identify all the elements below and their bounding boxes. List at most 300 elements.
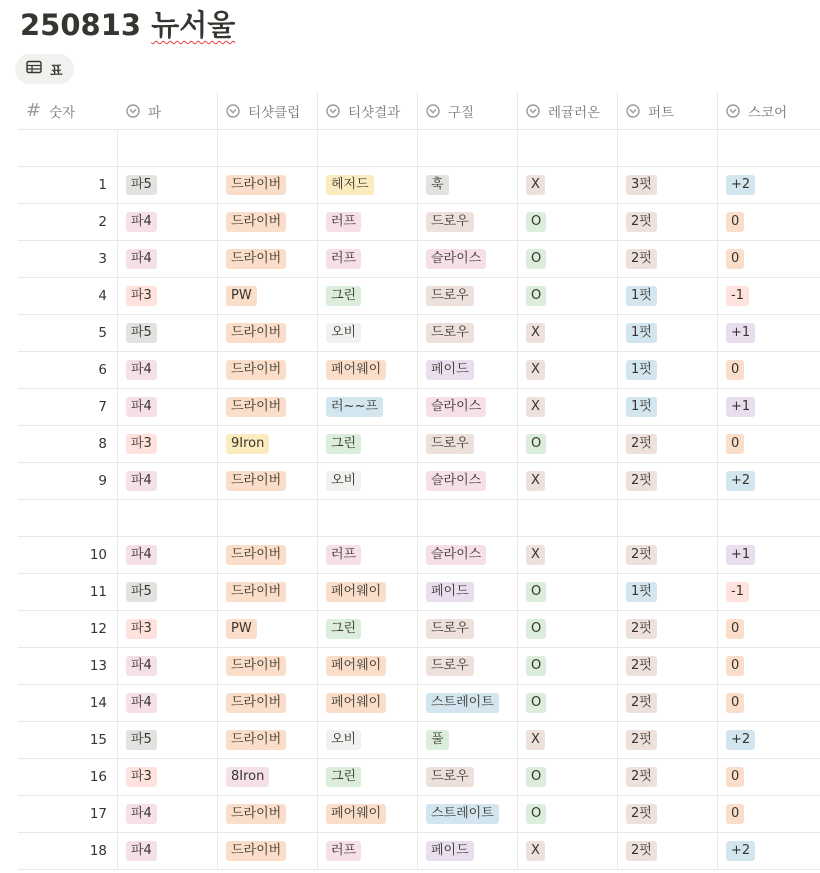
table-row[interactable] (18, 463, 820, 500)
page-title-text: 뉴서울 (151, 8, 236, 42)
select-tag: 훅 (426, 175, 449, 195)
cell-putt[interactable] (618, 722, 718, 758)
hole-number: 17 (89, 806, 107, 822)
cell-club[interactable] (218, 352, 318, 388)
hole-number: 18 (89, 843, 107, 859)
cell-gir[interactable] (518, 574, 618, 610)
cell-score[interactable] (718, 426, 818, 462)
cell-result[interactable] (318, 796, 418, 832)
select-tag: O (526, 434, 546, 454)
cell-shape[interactable] (418, 463, 518, 499)
hole-number: 12 (89, 621, 107, 637)
cell-par[interactable] (118, 204, 218, 240)
column-header[interactable] (718, 92, 818, 129)
cell-club[interactable] (218, 722, 318, 758)
cell-score[interactable] (718, 500, 818, 536)
select-tag: 0 (726, 656, 744, 676)
cell-par[interactable] (118, 500, 218, 536)
select-tag: 2펏 (626, 471, 657, 491)
select-tag: 풀 (426, 730, 449, 750)
select-tag: 파4 (126, 693, 157, 713)
select-tag: X (526, 323, 545, 343)
column-header[interactable] (18, 92, 118, 129)
page-title[interactable] (20, 6, 235, 44)
cell-gir[interactable] (518, 130, 618, 166)
cell-putt[interactable] (618, 796, 718, 832)
cell-club[interactable] (218, 574, 318, 610)
cell-score[interactable] (718, 167, 818, 203)
cell-club[interactable] (218, 426, 318, 462)
select-tag: 파4 (126, 249, 157, 269)
column-header[interactable] (618, 92, 718, 129)
cell-result[interactable] (318, 537, 418, 573)
table-body (18, 130, 820, 870)
select-tag: 9Iron (226, 434, 269, 454)
table-row[interactable] (18, 574, 820, 611)
cell-par[interactable] (118, 722, 218, 758)
cell-shape[interactable] (418, 167, 518, 203)
cell-putt[interactable] (618, 537, 718, 573)
cell-par[interactable] (118, 315, 218, 351)
select-tag: 드로우 (426, 619, 474, 639)
select-tag: X (526, 730, 545, 750)
cell-score[interactable] (718, 463, 818, 499)
cell-hole-number[interactable] (18, 574, 118, 610)
cell-score[interactable] (718, 759, 818, 795)
cell-club[interactable] (218, 759, 318, 795)
select-tag: 러프 (326, 212, 361, 232)
cell-gir[interactable] (518, 722, 618, 758)
select-tag: 그린 (326, 619, 361, 639)
cell-result[interactable] (318, 352, 418, 388)
cell-score[interactable] (718, 574, 818, 610)
page-title-number: 250813 (20, 8, 142, 42)
select-tag: 드라이버 (226, 360, 286, 380)
cell-result[interactable] (318, 500, 418, 536)
table-header-row (18, 92, 820, 130)
select-tag: 파3 (126, 619, 157, 639)
select-tag: 2펏 (626, 693, 657, 713)
cell-par[interactable] (118, 352, 218, 388)
cell-score[interactable] (718, 352, 818, 388)
select-tag: 파4 (126, 841, 157, 861)
column-header-label: 퍼트 (648, 104, 675, 121)
select-tag: X (526, 471, 545, 491)
select-tag: X (526, 545, 545, 565)
select-tag: 페어웨이 (326, 360, 386, 380)
select-tag: 페어웨이 (326, 656, 386, 676)
hole-number: 2 (98, 214, 107, 230)
cell-shape[interactable] (418, 648, 518, 684)
cell-score[interactable] (718, 130, 818, 166)
cell-gir[interactable] (518, 759, 618, 795)
cell-result[interactable] (318, 463, 418, 499)
cell-gir[interactable] (518, 463, 618, 499)
select-tag: 드로우 (426, 286, 474, 306)
select-tag: O (526, 249, 546, 269)
select-tag: 오비 (326, 471, 361, 491)
cell-shape[interactable] (418, 722, 518, 758)
select-tag: 페이드 (426, 841, 474, 861)
cell-putt[interactable] (618, 463, 718, 499)
cell-club[interactable] (218, 167, 318, 203)
select-tag: +2 (726, 471, 755, 491)
cell-club[interactable] (218, 315, 318, 351)
cell-par[interactable] (118, 537, 218, 573)
table-icon (26, 60, 42, 78)
select-tag: 0 (726, 434, 744, 454)
select-tag: 드로우 (426, 434, 474, 454)
cell-club[interactable] (218, 537, 318, 573)
cell-par[interactable] (118, 167, 218, 203)
cell-score[interactable] (718, 278, 818, 314)
cell-putt[interactable] (618, 759, 718, 795)
select-tag: 0 (726, 619, 744, 639)
cell-gir[interactable] (518, 500, 618, 536)
cell-par[interactable] (118, 574, 218, 610)
cell-shape[interactable] (418, 537, 518, 573)
cell-club[interactable] (218, 130, 318, 166)
column-header[interactable] (318, 92, 418, 129)
select-tag: 0 (726, 212, 744, 232)
cell-hole-number[interactable] (18, 500, 118, 536)
cell-gir[interactable] (518, 315, 618, 351)
cell-par[interactable] (118, 278, 218, 314)
table-row[interactable] (18, 722, 820, 759)
column-header[interactable] (518, 92, 618, 129)
cell-gir[interactable] (518, 611, 618, 647)
cell-hole-number[interactable] (18, 315, 118, 351)
cell-hole-number[interactable] (18, 130, 118, 166)
select-tag: 파4 (126, 545, 157, 565)
cell-par[interactable] (118, 796, 218, 832)
select-tag: X (526, 360, 545, 380)
cell-club[interactable] (218, 685, 318, 721)
cell-shape[interactable] (418, 759, 518, 795)
cell-shape[interactable] (418, 278, 518, 314)
cell-hole-number[interactable] (18, 648, 118, 684)
cell-result[interactable] (318, 167, 418, 203)
cell-par[interactable] (118, 241, 218, 277)
cell-par[interactable] (118, 389, 218, 425)
cell-gir[interactable] (518, 352, 618, 388)
select-tag: O (526, 619, 546, 639)
select-tag: -1 (726, 286, 749, 306)
select-tag: 0 (726, 693, 744, 713)
cell-putt[interactable] (618, 833, 718, 869)
select-tag: 드로우 (426, 767, 474, 787)
cell-par[interactable] (118, 685, 218, 721)
select-tag: +2 (726, 175, 755, 195)
cell-result[interactable] (318, 426, 418, 462)
select-tag: 페이드 (426, 582, 474, 602)
column-header[interactable] (118, 92, 218, 129)
table-row[interactable] (18, 833, 820, 870)
column-header[interactable] (418, 92, 518, 129)
cell-shape[interactable] (418, 796, 518, 832)
cell-hole-number[interactable] (18, 685, 118, 721)
cell-hole-number[interactable] (18, 204, 118, 240)
select-tag: 드라이버 (226, 656, 286, 676)
select-tag: 파4 (126, 804, 157, 824)
table-row[interactable] (18, 426, 820, 463)
select-tag: 8Iron (226, 767, 269, 787)
select-tag: 2펏 (626, 619, 657, 639)
cell-club[interactable] (218, 204, 318, 240)
table-row[interactable] (18, 685, 820, 722)
cell-putt[interactable] (618, 278, 718, 314)
cell-hole-number[interactable] (18, 278, 118, 314)
cell-putt[interactable] (618, 611, 718, 647)
column-header-label: 구질 (448, 104, 475, 121)
cell-result[interactable] (318, 722, 418, 758)
cell-hole-number[interactable] (18, 833, 118, 869)
select-tag: 1펏 (626, 397, 657, 417)
cell-score[interactable] (718, 315, 818, 351)
cell-club[interactable] (218, 241, 318, 277)
cell-hole-number[interactable] (18, 241, 118, 277)
column-header-label: 파 (148, 104, 162, 121)
table-row[interactable] (18, 278, 820, 315)
select-tag: 파4 (126, 212, 157, 232)
cell-club[interactable] (218, 278, 318, 314)
table-row[interactable] (18, 537, 820, 574)
cell-club[interactable] (218, 611, 318, 647)
cell-hole-number[interactable] (18, 167, 118, 203)
cell-putt[interactable] (618, 685, 718, 721)
cell-par[interactable] (118, 130, 218, 166)
cell-hole-number[interactable] (18, 611, 118, 647)
cell-gir[interactable] (518, 537, 618, 573)
table-row[interactable] (18, 759, 820, 796)
hole-number: 5 (98, 325, 107, 341)
cell-shape[interactable] (418, 315, 518, 351)
select-tag: +1 (726, 397, 755, 417)
select-icon (326, 104, 340, 118)
select-tag: 그린 (326, 434, 361, 454)
select-tag: 페이드 (426, 360, 474, 380)
cell-hole-number[interactable] (18, 389, 118, 425)
cell-result[interactable] (318, 241, 418, 277)
select-icon (626, 104, 640, 118)
cell-result[interactable] (318, 389, 418, 425)
table-row[interactable] (18, 648, 820, 685)
cell-putt[interactable] (618, 130, 718, 166)
cell-result[interactable] (318, 685, 418, 721)
cell-result[interactable] (318, 574, 418, 610)
table-row[interactable] (18, 389, 820, 426)
select-tag: 파5 (126, 323, 157, 343)
table-row[interactable] (18, 315, 820, 352)
select-tag: +1 (726, 545, 755, 565)
select-tag: 2펏 (626, 434, 657, 454)
select-tag: 1펏 (626, 323, 657, 343)
cell-shape[interactable] (418, 352, 518, 388)
select-tag: 0 (726, 249, 744, 269)
cell-club[interactable] (218, 648, 318, 684)
select-tag: O (526, 804, 546, 824)
select-tag: 드로우 (426, 212, 474, 232)
select-tag: 스트레이트 (426, 693, 499, 713)
select-tag: 0 (726, 804, 744, 824)
cell-putt[interactable] (618, 648, 718, 684)
cell-putt[interactable] (618, 204, 718, 240)
table-row[interactable] (18, 611, 820, 648)
cell-putt[interactable] (618, 426, 718, 462)
cell-result[interactable] (318, 648, 418, 684)
cell-club[interactable] (218, 796, 318, 832)
cell-gir[interactable] (518, 167, 618, 203)
select-icon (126, 104, 140, 118)
select-tag: O (526, 286, 546, 306)
cell-hole-number[interactable] (18, 537, 118, 573)
cell-club[interactable] (218, 833, 318, 869)
select-tag: 오비 (326, 323, 361, 343)
select-tag: 드라이버 (226, 175, 286, 195)
select-tag: 1펏 (626, 582, 657, 602)
select-tag: 3펏 (626, 175, 657, 195)
select-icon (726, 104, 740, 118)
select-tag: 러프 (326, 545, 361, 565)
cell-score[interactable] (718, 389, 818, 425)
cell-gir[interactable] (518, 833, 618, 869)
cell-club[interactable] (218, 389, 318, 425)
cell-hole-number[interactable] (18, 426, 118, 462)
cell-club[interactable] (218, 463, 318, 499)
hole-number: 6 (98, 362, 107, 378)
cell-hole-number[interactable] (18, 722, 118, 758)
cell-putt[interactable] (618, 241, 718, 277)
cell-par[interactable] (118, 759, 218, 795)
cell-shape[interactable] (418, 500, 518, 536)
column-header[interactable] (218, 92, 318, 129)
cell-score[interactable] (718, 685, 818, 721)
select-tag: 드라이버 (226, 323, 286, 343)
table-row[interactable] (18, 241, 820, 278)
select-tag: 스트레이트 (426, 804, 499, 824)
select-tag: 오비 (326, 730, 361, 750)
cell-result[interactable] (318, 315, 418, 351)
cell-putt[interactable] (618, 352, 718, 388)
cell-putt[interactable] (618, 389, 718, 425)
select-tag: X (526, 397, 545, 417)
select-tag: 드라이버 (226, 471, 286, 491)
select-tag: 파3 (126, 434, 157, 454)
cell-score[interactable] (718, 722, 818, 758)
cell-par[interactable] (118, 611, 218, 647)
cell-result[interactable] (318, 833, 418, 869)
cell-par[interactable] (118, 833, 218, 869)
cell-hole-number[interactable] (18, 352, 118, 388)
view-tab-table[interactable] (15, 54, 74, 84)
select-tag: 슬라이스 (426, 397, 486, 417)
select-tag: 0 (726, 767, 744, 787)
cell-shape[interactable] (418, 833, 518, 869)
select-tag: 그린 (326, 767, 361, 787)
cell-par[interactable] (118, 648, 218, 684)
select-icon (426, 104, 440, 118)
cell-score[interactable] (718, 204, 818, 240)
cell-putt[interactable] (618, 167, 718, 203)
cell-hole-number[interactable] (18, 463, 118, 499)
column-header-label: 티샷결과 (348, 104, 401, 121)
cell-score[interactable] (718, 833, 818, 869)
cell-result[interactable] (318, 759, 418, 795)
select-tag: 드로우 (426, 323, 474, 343)
cell-hole-number[interactable] (18, 796, 118, 832)
cell-club[interactable] (218, 500, 318, 536)
cell-score[interactable] (718, 241, 818, 277)
cell-shape[interactable] (418, 685, 518, 721)
cell-score[interactable] (718, 537, 818, 573)
cell-score[interactable] (718, 648, 818, 684)
table-row[interactable] (18, 352, 820, 389)
select-tag: O (526, 693, 546, 713)
cell-hole-number[interactable] (18, 759, 118, 795)
cell-gir[interactable] (518, 685, 618, 721)
select-tag: +2 (726, 730, 755, 750)
select-tag: +1 (726, 323, 755, 343)
select-tag: 0 (726, 360, 744, 380)
table-row[interactable] (18, 204, 820, 241)
cell-shape[interactable] (418, 574, 518, 610)
select-tag: -1 (726, 582, 749, 602)
select-tag: 드로우 (426, 656, 474, 676)
select-tag: 2펏 (626, 545, 657, 565)
select-tag: O (526, 767, 546, 787)
cell-gir[interactable] (518, 278, 618, 314)
cell-gir[interactable] (518, 648, 618, 684)
select-tag: X (526, 841, 545, 861)
cell-par[interactable] (118, 463, 218, 499)
select-tag: 드라이버 (226, 249, 286, 269)
cell-par[interactable] (118, 426, 218, 462)
select-tag: 슬라이스 (426, 545, 486, 565)
cell-putt[interactable] (618, 315, 718, 351)
cell-shape[interactable] (418, 426, 518, 462)
select-tag: 2펏 (626, 212, 657, 232)
table-row[interactable] (18, 796, 820, 833)
select-tag: 드라이버 (226, 212, 286, 232)
table-row[interactable] (18, 167, 820, 204)
cell-shape[interactable] (418, 241, 518, 277)
hole-number: 15 (89, 732, 107, 748)
cell-result[interactable] (318, 278, 418, 314)
cell-putt[interactable] (618, 500, 718, 536)
cell-gir[interactable] (518, 426, 618, 462)
cell-shape[interactable] (418, 130, 518, 166)
cell-result[interactable] (318, 611, 418, 647)
cell-gir[interactable] (518, 241, 618, 277)
empty-row[interactable] (18, 130, 820, 167)
cell-result[interactable] (318, 130, 418, 166)
select-tag: 드라이버 (226, 397, 286, 417)
select-tag: 드라이버 (226, 804, 286, 824)
cell-result[interactable] (318, 204, 418, 240)
cell-gir[interactable] (518, 389, 618, 425)
cell-shape[interactable] (418, 611, 518, 647)
hole-number: 16 (89, 769, 107, 785)
empty-row[interactable] (18, 500, 820, 537)
cell-shape[interactable] (418, 204, 518, 240)
cell-gir[interactable] (518, 204, 618, 240)
cell-shape[interactable] (418, 389, 518, 425)
cell-gir[interactable] (518, 796, 618, 832)
cell-score[interactable] (718, 796, 818, 832)
cell-score[interactable] (718, 611, 818, 647)
select-tag: 2펏 (626, 249, 657, 269)
cell-putt[interactable] (618, 574, 718, 610)
